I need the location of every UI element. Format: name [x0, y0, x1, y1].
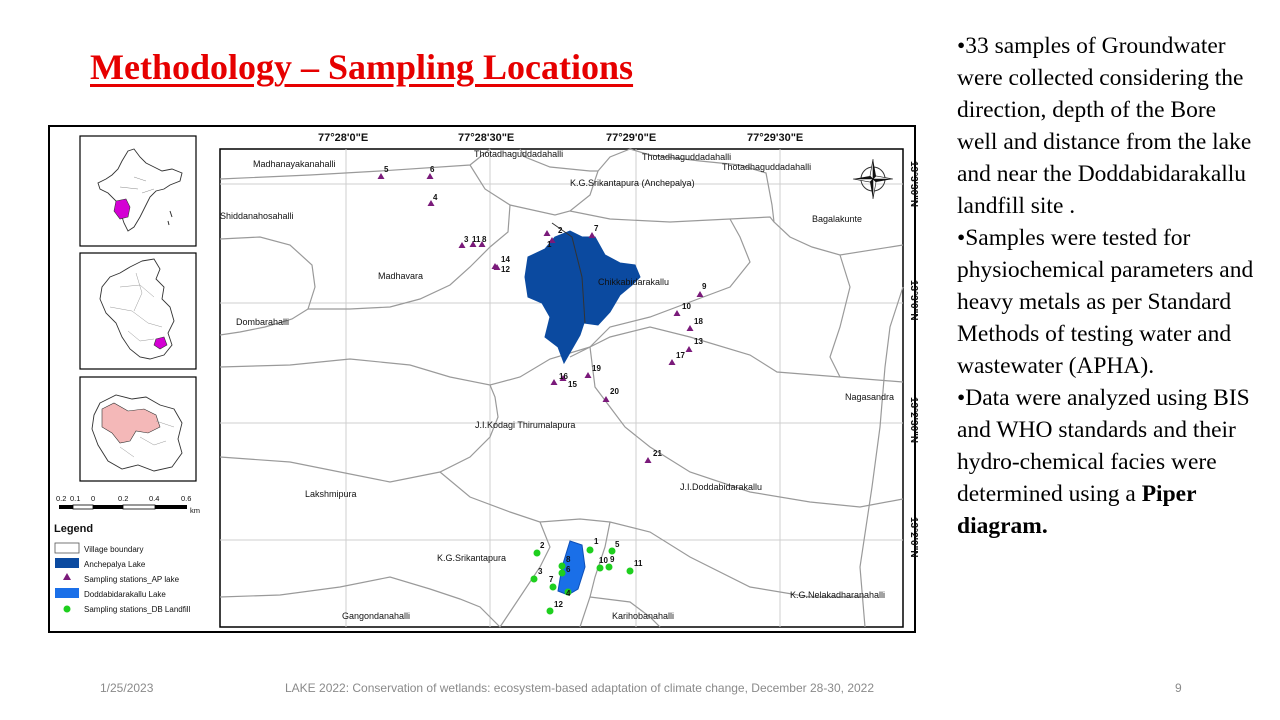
- bullet-bold-text: Piper diagram.: [957, 481, 1197, 539]
- slide-title: Methodology – Sampling Locations: [90, 47, 634, 87]
- footer-page-number: 9: [1175, 681, 1182, 695]
- ap-station-label: 6: [430, 165, 435, 174]
- longitude-label: 77°29'0"E: [606, 132, 657, 144]
- scale-tick-label: 0.2: [56, 494, 67, 503]
- db-station-marker: [597, 565, 604, 572]
- village-label: Chikkabidarakallu: [598, 277, 670, 287]
- db-station-label: 10: [599, 556, 608, 565]
- legend-swatch-village-boundary: [55, 543, 79, 553]
- ap-station-label: 9: [702, 282, 707, 291]
- ap-station-label: 14: [501, 255, 510, 264]
- db-station-marker: [547, 608, 554, 615]
- village-label: K.G.Nelakadharanahalli: [790, 590, 886, 600]
- scale-bar: [59, 505, 187, 509]
- bullet-text: •Data were analyzed using BIS and WHO standards and their hydro-chemical facies were determined using a: [957, 385, 1250, 507]
- db-station-label: 12: [554, 600, 563, 609]
- legend-swatch-ap-station: [63, 573, 71, 580]
- latitude-label: 13°2'0"N: [908, 517, 919, 558]
- scale-unit-label: km: [190, 506, 200, 515]
- db-station-marker: [550, 584, 557, 591]
- db-station-label: 3: [538, 567, 543, 576]
- db-station-label: 7: [549, 575, 554, 584]
- footer-date: 1/25/2023: [100, 681, 154, 695]
- village-label: Bagalakunte: [812, 214, 863, 224]
- village-label: Nagasandra: [845, 392, 895, 402]
- scale-tick-label: 0.6: [181, 494, 192, 503]
- village-label: Shiddanahosahalli: [220, 211, 294, 221]
- ap-station-label: 8: [482, 235, 487, 244]
- db-station-marker: [559, 570, 566, 577]
- ap-station-label: 15: [568, 380, 577, 389]
- legend-swatch-db-station: [64, 606, 71, 613]
- ap-station-label: 12: [501, 265, 510, 274]
- db-station-marker: [534, 550, 541, 557]
- ap-station-label: 4: [433, 193, 438, 202]
- longitude-label: 77°28'0"E: [318, 132, 369, 144]
- legend-swatch-db-lake: [55, 588, 79, 598]
- scale-tick-label: 0.1: [70, 494, 81, 503]
- legend-title: Legend: [54, 523, 94, 535]
- sampling-location-map: [48, 125, 919, 633]
- ap-station-label: 10: [682, 302, 691, 311]
- db-station-label: 11: [634, 559, 643, 568]
- db-station-label: 8: [566, 555, 571, 564]
- latitude-label: 13°2'30"N: [908, 397, 919, 444]
- ap-station-label: 19: [592, 364, 601, 373]
- scale-tick-label: 0: [91, 494, 96, 503]
- ap-station-label: 3: [464, 235, 469, 244]
- db-station-marker: [627, 568, 634, 575]
- longitude-label: 77°29'30"E: [747, 132, 804, 144]
- latitude-label: 13°3'0"N: [908, 280, 919, 321]
- village-label: J.I.Kodagi Thirumalapura: [475, 420, 576, 430]
- village-label: Madhanayakanahalli: [253, 159, 336, 169]
- db-station-label: 9: [610, 555, 615, 564]
- db-station-label: 6: [566, 565, 571, 574]
- scale-tick-label: 0.2: [118, 494, 129, 503]
- village-label: Karihobanahalli: [612, 611, 675, 621]
- longitude-label: 77°28'30"E: [458, 132, 515, 144]
- ap-station-label: 18: [694, 317, 703, 326]
- legend-swatch-anchepalya-lake: [55, 558, 79, 568]
- village-label: Thotadhaguddadahalli: [474, 149, 564, 159]
- db-station-label: 4: [566, 589, 571, 598]
- bullet-item: [957, 382, 1257, 542]
- db-station-marker: [587, 547, 594, 554]
- village-label: K.G.Srikantapura (Anchepalya): [570, 178, 695, 188]
- village-label: Thotadhaguddadahalli: [722, 162, 812, 172]
- ap-station-label: 11: [472, 235, 481, 244]
- village-label: Lakshmipura: [305, 489, 357, 499]
- ap-station-label: 21: [653, 449, 662, 458]
- scale-tick-label: 0.4: [149, 494, 160, 503]
- village-label: Madhavara: [378, 271, 424, 281]
- bullet-list: [957, 30, 1257, 542]
- db-station-marker: [531, 576, 538, 583]
- ap-station-label: 17: [676, 351, 685, 360]
- db-station-marker: [559, 563, 566, 570]
- footer-event: LAKE 2022: Conservation of wetlands: ecosystem-based adaptation of climate change, December 28-30, 2022: [285, 681, 875, 695]
- db-station-label: 1: [594, 537, 599, 546]
- ap-station-label: 13: [694, 337, 703, 346]
- ap-station-label: 2: [558, 226, 563, 235]
- db-station-label: 5: [615, 540, 620, 549]
- bullet-item: •33 samples of Groundwater were collected considering the direction, depth of the Bore well and distance from the lake and near the Doddabidarakallu landfill site .: [957, 33, 1252, 219]
- db-station-label: 2: [540, 541, 545, 550]
- legend-item-label: Village boundary: [84, 545, 144, 554]
- legend-item-label: Anchepalya Lake: [84, 560, 146, 569]
- village-label: Thotadhaguddadahalli: [642, 152, 732, 162]
- village-label: K.G.Srikantapura: [437, 553, 507, 563]
- village-label: J.I.Doddabidarakallu: [680, 482, 763, 492]
- main-map-border: [220, 149, 903, 627]
- ap-station-label: 16: [559, 372, 568, 381]
- ap-station-label: 1: [547, 240, 552, 249]
- ap-station-label: 7: [594, 224, 599, 233]
- village-label: Dombarahalli: [236, 317, 290, 327]
- legend-item-label: Doddabidarakallu Lake: [84, 590, 166, 599]
- legend-item-label: Sampling stations_DB Landfill: [84, 605, 191, 614]
- bullet-item: •Samples were tested for physiochemical parameters and heavy metals as per Standard Methods of testing water and wastewater (APHA).: [957, 225, 1254, 379]
- latitude-label: 13°3'30"N: [908, 161, 919, 208]
- ap-station-label: 20: [610, 387, 619, 396]
- ap-station-label: 5: [384, 165, 389, 174]
- village-label: Gangondanahalli: [342, 611, 411, 621]
- map-canvas: [50, 127, 919, 631]
- legend-item-label: Sampling stations_AP lake: [84, 575, 180, 584]
- legend: [54, 523, 191, 614]
